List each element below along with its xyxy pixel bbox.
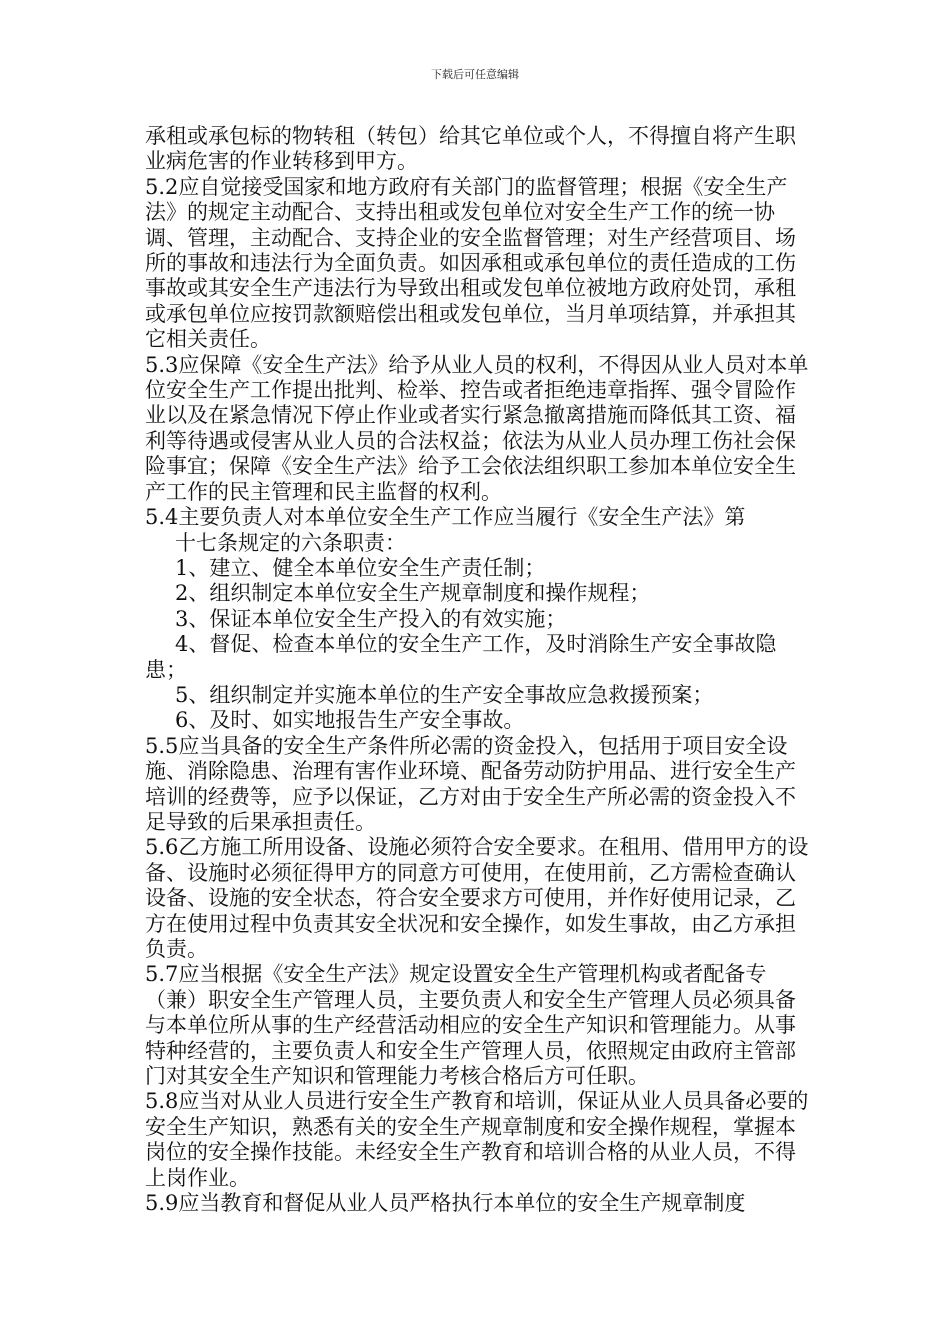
paragraph-5-8: 5.8应当对从业人员进行安全生产教育和培训，保证从业人员具备必要的安全生产知识，熟悉有关的安全生产规章制度和安全操作规程，掌握本岗位的安全操作技能。未经安全生产教育和培训合格的从业人员，不得上岗作业。 — [145, 1089, 809, 1190]
duty-item-2: 2、组织制定本单位安全生产规章制度和操作规程； — [175, 581, 651, 606]
paragraph-5-6: 5.6乙方施工所用设备、设施必须符合安全要求。在租用、借用甲方的设备、设施时必须征得甲方的同意方可使用，在使用前，乙方需检查确认设备、设施的安全状态，符合安全要求方可使用，并作好使用记录，乙方在使用过程中负责其安全状况和安全操作，如发生事故，由乙方承担负责。 — [145, 835, 809, 961]
paragraph-5-3: 5.3应保障《安全生产法》给予从业人员的权利，不得因从业人员对本单位安全生产工作提出批判、检举、控告或者拒绝违章指挥、强令冒险作业以及在紧急情况下停止作业或者实行紧急撤离措施而降低其工资、福利等待遇或侵害从业人员的合法权益；依法为从业人员办理工伤社会保险事宜；保障《安全生产法》给予工会依法组织职工参加本单位安全生产工作的民主管理和民主监督的权利。 — [145, 352, 809, 504]
paragraph-continuation: 承租或承包标的物转租（转包）给其它单位或个人，不得擅自将产生职业病危害的作业转移到甲方。 — [145, 124, 796, 174]
paragraph-5-5: 5.5应当具备的安全生产条件所必需的资金投入，包括用于项目安全设施、消除隐患、治理有害作业环境、配备劳动防护用品、进行安全生产培训的经费等，应予以保证，乙方对由于安全生产所必需的资金投入不足导致的后果承担责任。 — [145, 733, 796, 834]
paragraph-5-2: 5.2应自觉接受国家和地方政府有关部门的监督管理；根据《安全生产法》的规定主动配合、支持出租或发包单位对安全生产工作的统一协调、管理，主动配合、支持企业的安全监督管理；对生产经营项目、场所的事故和违法行为全面负责。如因承租或承包单位的责任造成的工伤事故或其安全生产违法行为导致出租或发包单位被地方政府处罚，承租或承包单位应按罚款额赔偿出租或发包单位，当月单项结算，并承担其它相关责任。 — [145, 174, 796, 352]
page-header: 下载后可任意编辑 — [431, 68, 519, 81]
duty-item-5: 5、组织制定并实施本单位的生产安全事故应急救援预案； — [175, 682, 714, 707]
duty-item-4: 4、督促、检查本单位的安全生产工作，及时消除生产安全事故隐患； — [145, 632, 777, 682]
paragraph-5-4: 5.4主要负责人对本单位安全生产工作应当履行《安全生产法》第 — [145, 505, 746, 530]
paragraph-5-7: 5.7应当根据《安全生产法》规定设置安全生产管理机构或者配备专（兼）职安全生产管理人员，主要负责人和安全生产管理人员必须具备与本单位所从事的生产经营活动相应的安全生产知识和管理能力。从事特种经营的，主要负责人和安全生产管理人员，依照规定由政府主管部门对其安全生产知识和管理能力考核合格后方可任职。 — [145, 962, 796, 1089]
paragraph-5-9: 5.9应当教育和督促从业人员严格执行本单位的安全生产规章制度 — [145, 1191, 746, 1216]
duty-item-1: 1、建立、健全本单位安全生产责任制； — [175, 555, 546, 580]
document-body — [145, 124, 810, 1216]
duty-item-6: 6、及时、如实地报告生产安全事故。 — [175, 708, 525, 733]
paragraph-5-4-continued: 十七条规定的六条职责： — [175, 530, 406, 555]
duty-item-3: 3、保证本单位安全生产投入的有效实施； — [175, 606, 567, 631]
